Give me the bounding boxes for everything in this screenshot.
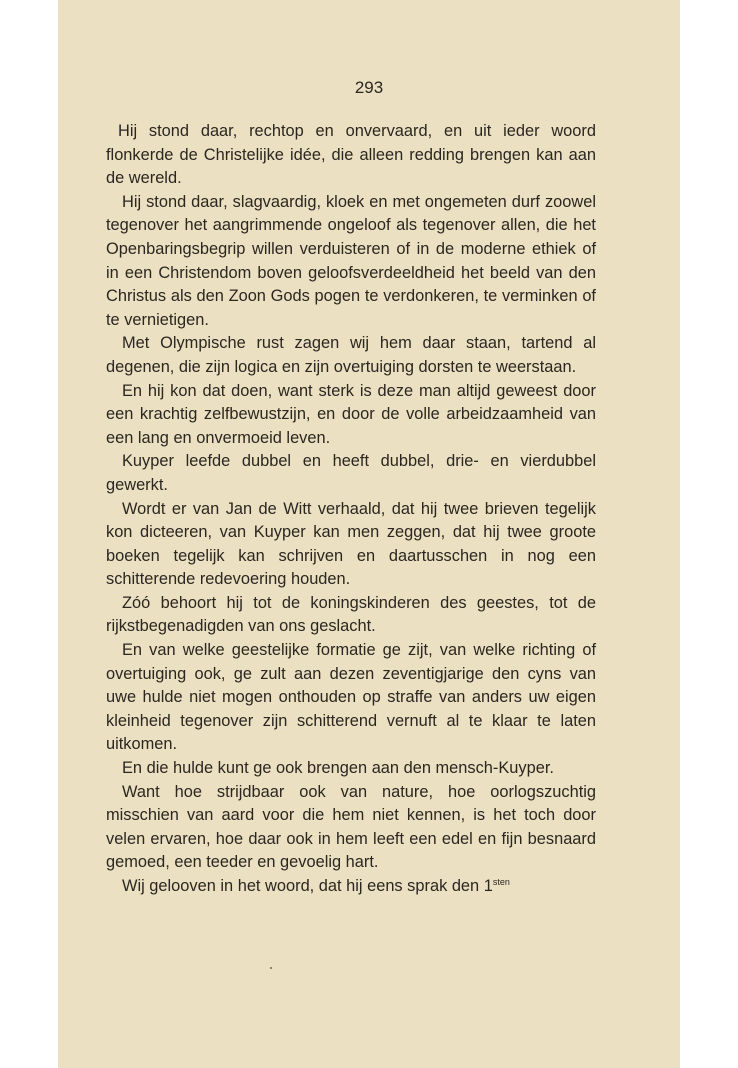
paragraph-9: En die hulde kunt ge ook brengen aan den mensch-Kuyper. (122, 759, 554, 778)
paragraph-8: En van welke geestelijke formatie ge zijt, van welke richting of overtuiging ook, ge zult aan dezen zeventigjarige den cyns van uwe hulde niet mogen onthouden op straffe van anders uw eigen kleinheid tegenover zijn schitterend vernuft al te klaar te laten uitkomen. (106, 641, 596, 754)
paragraph-11 (106, 875, 596, 899)
paragraph-11-text: Wij gelooven in het woord, dat hij eens sprak den 1 (122, 877, 493, 895)
page-body (106, 120, 596, 899)
page-number: 293 (354, 78, 384, 97)
paragraph-10: Want hoe strijdbaar ook van nature, hoe oorlogszuchtig misschien van aard voor die hem niet kennen, is het toch door velen ervaren, hoe daar ook in hem leeft een edel en fijn besnaard gemoed, een teeder en gevoelig hart. (106, 782, 596, 872)
paragraph-5: Kuyper leefde dubbel en heeft dubbel, drie- en vierdubbel gewerkt. (106, 452, 596, 494)
superscript-sten: sten (492, 877, 510, 887)
paragraph-2: Hij stond daar, slagvaardig, kloek en met ongemeten durf zoowel tegenover het aangrimmende ongeloof als tegenover allen, die het Openbaringsbegrip willen verduisteren of in de moderne ethiek of in een Christendom boven geloofsverdeeldheid het beeld van den Christus als den Zoon Gods pogen te verdonkeren, te verminken of te vernietigen. (106, 192, 596, 329)
paragraph-1: Hij stond daar, rechtop en onvervaard, en uit ieder woord flonkerde de Christelijke idée, die alleen redding brengen kan aan de wereld. (106, 122, 596, 188)
page-speck (270, 967, 272, 969)
paragraph-6: Wordt er van Jan de Witt verhaald, dat hij twee brieven tegelijk kon dicteeren, van Kuyper kan men zeggen, dat hij twee groote boeken tegelijk kan schrijven en daartusschen in nog een schitterende redevoering houden. (106, 499, 596, 589)
paragraph-4: En hij kon dat doen, want sterk is deze man altijd geweest door een krachtig zelfbewustzijn, en door de volle arbeidzaamheid van een lang en onvermoeid leven. (106, 381, 596, 447)
paragraph-3: Met Olympische rust zagen wij hem daar staan, tartend al degenen, die zijn logica en zijn overtuiging dorsten te weerstaan. (106, 334, 596, 376)
paragraph-7: Zóó behoort hij tot de koningskinderen des geestes, tot de rijkstbegenadigden van ons geslacht. (106, 593, 596, 636)
book-page (58, 0, 680, 1068)
